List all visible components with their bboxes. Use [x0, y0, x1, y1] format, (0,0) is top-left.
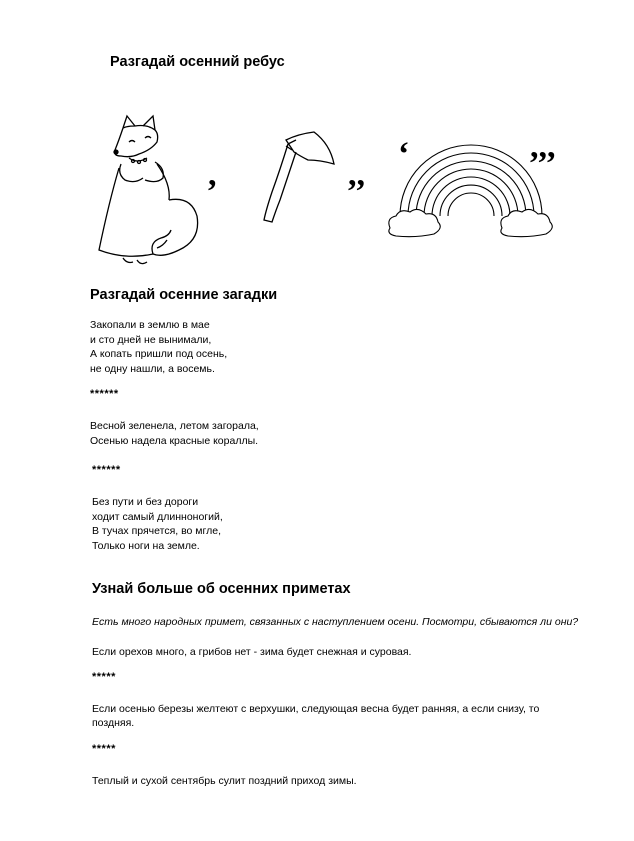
riddle-1 — [90, 318, 227, 376]
sign-3: Теплый и сухой сентябрь сулит поздний приход зимы. — [92, 775, 357, 787]
riddle-2-line: Осенью надела красные кораллы. — [90, 434, 259, 447]
riddle-separator: ****** — [92, 464, 121, 476]
riddle-1-line: А копать пришли под осень, — [90, 348, 228, 360]
riddle-1-line: не одну нашли, а восемь. — [90, 362, 215, 375]
sign-separator: ***** — [92, 743, 116, 755]
rebus-comma-1: , — [208, 156, 217, 193]
riddles-title: Разгадай осенние загадки — [90, 287, 278, 303]
riddle-1-line: и сто дней не вынимали, — [90, 333, 212, 346]
sign-2 — [92, 702, 539, 730]
riddle-3 — [92, 495, 223, 553]
sign-2-line: поздняя. — [92, 717, 135, 729]
sign-1: Если орехов много, а грибов нет - зима будет снежная и суровая. — [92, 646, 412, 658]
signs-intro: Есть много народных примет, связанных с наступлением осени. Посмотри, сбываются ли они? — [92, 616, 579, 628]
sign-separator: ***** — [92, 671, 116, 683]
signs-title: Узнай больше об осенних приметах — [92, 581, 351, 597]
riddle-3-line: ходит самый длинноногий, — [92, 510, 223, 523]
rebus-comma-4: ,,, — [530, 128, 556, 165]
rebus-comma-3: ‘ — [398, 136, 410, 173]
axe-picture — [258, 130, 338, 225]
fox-picture — [95, 112, 205, 267]
riddle-3-line: Только ноги на земле. — [92, 539, 200, 552]
riddle-separator: ****** — [90, 388, 119, 400]
rebus-comma-2: ,, — [348, 156, 365, 193]
rebus-title: Разгадай осенний ребус — [110, 54, 285, 70]
sign-2-line: Если осенью березы желтеют с верхушки, следующая весна будет ранняя, а если снизу, то — [92, 703, 540, 715]
riddle-3-line: Без пути и без дороги — [92, 496, 199, 508]
riddle-1-line: Закопали в землю в мае — [90, 319, 210, 331]
riddle-2-line: Весной зеленела, летом загорала, — [90, 420, 259, 432]
riddle-3-line: В тучах прячется, во мгле, — [92, 525, 222, 537]
riddle-2 — [90, 419, 259, 448]
